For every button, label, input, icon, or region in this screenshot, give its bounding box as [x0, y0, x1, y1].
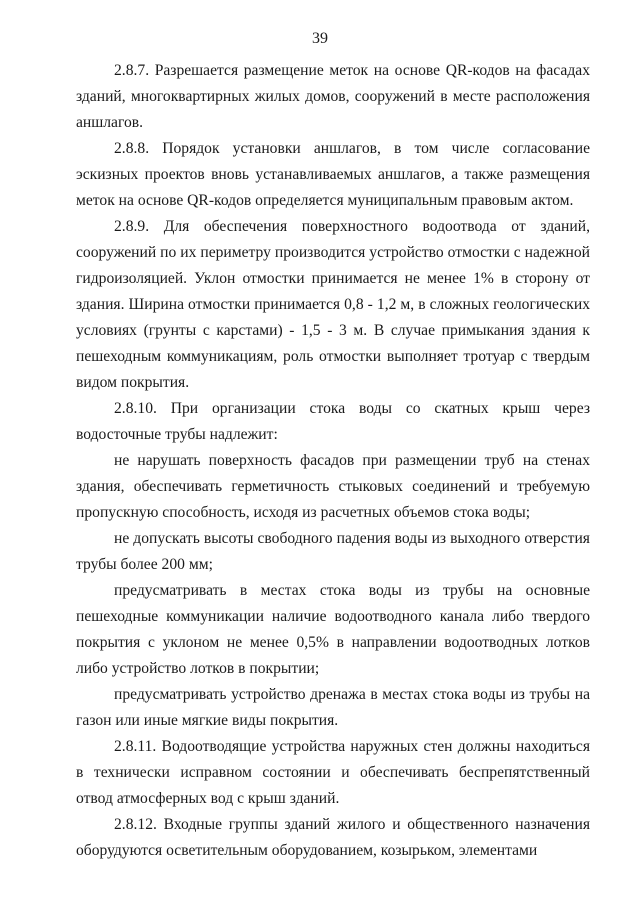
- page-number: 39: [312, 30, 328, 47]
- paragraph-2-8-10: 2.8.10. При организации стока воды со скатных крыш через водосточные трубы надлежит:: [76, 400, 590, 443]
- list-item-fall-height: не допускать высоты свободного падения воды из выходного отверстия трубы более 200 мм;: [76, 530, 590, 573]
- document-body: [76, 58, 590, 864]
- list-item-drainage-channel: предусматривать в местах стока воды из трубы на основные пешеходные коммуникации наличие водоотводного канала либо твердого покрытия с уклоном не менее 0,5% в направлении водоотводных лотков либо устройство лотков в покрытии;: [76, 582, 590, 677]
- paragraph-2-8-11: 2.8.11. Водоотводящие устройства наружных стен должны находиться в технически исправном состоянии и обеспечивать беспрепятственный отвод атмосферных вод с крыш зданий.: [76, 738, 590, 807]
- list-item-lawn-drainage: предусматривать устройство дренажа в местах стока воды из трубы на газон или иные мягкие виды покрытия.: [76, 686, 590, 729]
- paragraph-2-8-12: 2.8.12. Входные группы зданий жилого и общественного назначения оборудуются осветительным оборудованием, козырьком, элементами: [76, 816, 590, 859]
- paragraph-2-8-7: 2.8.7. Разрешается размещение меток на основе QR-кодов на фасадах зданий, многоквартирных жилых домов, сооружений в месте расположения аншлагов.: [76, 62, 590, 131]
- paragraph-2-8-8: 2.8.8. Порядок установки аншлагов, в том числе согласование эскизных проектов вновь устанавливаемых аншлагов, а также размещения меток на основе QR-кодов определяется муниципальным правовым актом.: [76, 140, 590, 209]
- list-item-facades: не нарушать поверхность фасадов при размещении труб на стенах здания, обеспечивать герметичность стыковых соединений и требуемую пропускную способность, исходя из расчетных объемов стока воды;: [76, 452, 590, 521]
- paragraph-2-8-9: 2.8.9. Для обеспечения поверхностного водоотвода от зданий, сооружений по их периметру производится устройство отмостки с надежной гидроизоляцией. Уклон отмостки принимается не менее 1% в сторону от здания. Ширина отмостки принимается 0,8 - 1,2 м, в сложных геологических условиях (грунты с карстами) - 1,5 - 3 м. В случае примыкания здания к пешеходным коммуникациям, роль отмостки выполняет тротуар с твердым видом покрытия.: [76, 218, 590, 391]
